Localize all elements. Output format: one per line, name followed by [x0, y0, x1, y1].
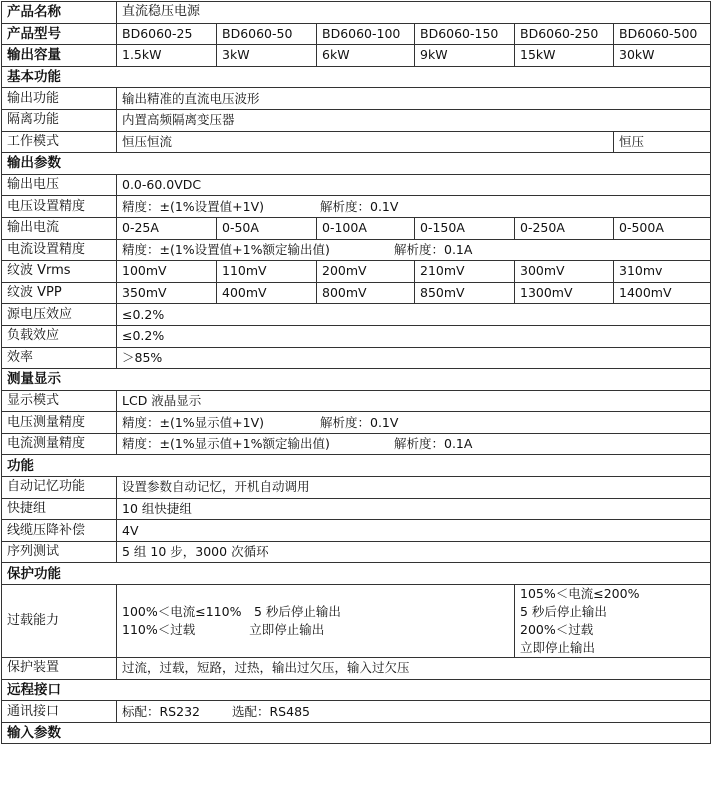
label-load-effect: 负载效应	[2, 325, 117, 347]
label-product-model: 产品型号	[2, 23, 117, 45]
accuracy-text: 精度：±(1%设置值+1%额定输出值)	[122, 241, 330, 257]
model-cell: BD6060-25	[117, 23, 217, 45]
current-cell: 0-500A	[614, 217, 711, 239]
resolution-text: 解析度：0.1A	[394, 241, 473, 257]
current-cell: 0-100A	[317, 217, 415, 239]
section-heading-basic: 基本功能	[2, 66, 711, 88]
value-isolation: 内置高频隔离变压器	[117, 109, 711, 131]
section-heading-protection: 保护功能	[2, 563, 711, 585]
row-work-mode	[2, 131, 711, 153]
label-output-voltage: 输出电压	[2, 174, 117, 196]
ripple-cell: 1300mV	[515, 282, 614, 304]
row-quick-group	[2, 498, 711, 520]
value-cable-comp: 4V	[117, 520, 711, 542]
section-heading-remote: 远程接口	[2, 679, 711, 701]
row-output-capacity	[2, 45, 711, 67]
value-output-voltage: 0.0-60.0VDC	[117, 174, 711, 196]
label-work-mode: 工作模式	[2, 131, 117, 153]
ripple-cell: 200mV	[317, 261, 415, 283]
capacity-cell: 6kW	[317, 45, 415, 67]
ripple-cell: 310mv	[614, 261, 711, 283]
model-cell: BD6060-150	[415, 23, 515, 45]
overload-line: 立即停止输出	[520, 640, 596, 656]
value-product-name: 直流稳压电源	[117, 2, 711, 24]
label-comm: 通讯接口	[2, 701, 117, 723]
capacity-cell: 30kW	[614, 45, 711, 67]
value-current-setting	[117, 239, 711, 261]
label-voltage-setting: 电压设置精度	[2, 196, 117, 218]
label-cable-comp: 线缆压降补偿	[2, 520, 117, 542]
ripple-cell: 850mV	[415, 282, 515, 304]
row-source-effect	[2, 304, 711, 326]
current-cell: 0-250A	[515, 217, 614, 239]
current-cell: 0-25A	[117, 217, 217, 239]
value-efficiency: ＞85%	[117, 347, 711, 369]
model-cell: BD6060-250	[515, 23, 614, 45]
label-output-function: 输出功能	[2, 88, 117, 110]
value-current-measure	[117, 433, 711, 455]
row-output-voltage	[2, 174, 711, 196]
current-cell: 0-50A	[217, 217, 317, 239]
label-product-name: 产品名称	[2, 2, 117, 24]
section-output-params	[2, 153, 711, 175]
ripple-cell: 210mV	[415, 261, 515, 283]
label-quick-group: 快捷组	[2, 498, 117, 520]
section-remote	[2, 679, 711, 701]
section-heading-measurement: 测量显示	[2, 369, 711, 391]
row-load-effect	[2, 325, 711, 347]
model-cell: BD6060-100	[317, 23, 415, 45]
section-input-params	[2, 722, 711, 744]
capacity-cell: 1.5kW	[117, 45, 217, 67]
section-heading-functions: 功能	[2, 455, 711, 477]
overload-line: 200%＜过载	[520, 622, 594, 638]
label-auto-memory: 自动记忆功能	[2, 477, 117, 499]
ripple-cell: 300mV	[515, 261, 614, 283]
label-current-setting: 电流设置精度	[2, 239, 117, 261]
row-ripple-vpp	[2, 282, 711, 304]
row-sequence	[2, 541, 711, 563]
current-cell: 0-150A	[415, 217, 515, 239]
section-basic	[2, 66, 711, 88]
label-source-effect: 源电压效应	[2, 304, 117, 326]
value-load-effect: ≤0.2%	[117, 325, 711, 347]
section-functions	[2, 455, 711, 477]
value-voltage-setting	[117, 196, 711, 218]
section-protection	[2, 563, 711, 585]
section-heading-input: 输入参数	[2, 722, 711, 744]
ripple-cell: 1400mV	[614, 282, 711, 304]
overload-line: 5 秒后停止输出	[520, 604, 607, 620]
value-overload	[117, 585, 515, 658]
label-output-capacity: 输出容量	[2, 45, 117, 67]
label-display-mode: 显示模式	[2, 390, 117, 412]
row-cable-comp	[2, 520, 711, 542]
row-voltage-measure	[2, 412, 711, 434]
capacity-cell: 3kW	[217, 45, 317, 67]
section-heading-output: 输出参数	[2, 153, 711, 175]
comm-optional: 选配：RS485	[232, 703, 310, 719]
accuracy-text: 精度：±(1%设置值+1V)	[122, 198, 265, 214]
label-isolation: 隔离功能	[2, 109, 117, 131]
value-comm	[117, 701, 711, 723]
row-protection-devices	[2, 658, 711, 680]
resolution-text: 解析度：0.1A	[394, 436, 473, 452]
value-quick-group: 10 组快捷组	[117, 498, 711, 520]
resolution-text: 解析度：0.1V	[320, 414, 399, 430]
row-isolation	[2, 109, 711, 131]
comm-standard: 标配：RS232	[122, 703, 200, 719]
capacity-cell: 15kW	[515, 45, 614, 67]
label-sequence: 序列测试	[2, 541, 117, 563]
row-output-function	[2, 88, 711, 110]
label-overload: 过载能力	[2, 585, 117, 658]
ripple-cell: 100mV	[117, 261, 217, 283]
model-cell: BD6060-50	[217, 23, 317, 45]
row-output-current	[2, 217, 711, 239]
value-display-mode: LCD 液晶显示	[117, 390, 711, 412]
overload-line: 110%＜过载 立即停止输出	[122, 622, 325, 638]
row-efficiency	[2, 347, 711, 369]
resolution-text: 解析度：0.1V	[320, 198, 399, 214]
label-protection-devices: 保护装置	[2, 658, 117, 680]
row-voltage-setting	[2, 196, 711, 218]
value-voltage-measure	[117, 412, 711, 434]
value-work-mode-last: 恒压	[614, 131, 711, 153]
label-current-measure: 电流测量精度	[2, 433, 117, 455]
ripple-cell: 350mV	[117, 282, 217, 304]
row-ripple-vrms	[2, 261, 711, 283]
overload-line: 105%＜电流≤200%	[520, 586, 640, 602]
accuracy-text: 精度：±(1%显示值+1V)	[122, 414, 265, 430]
section-measurement	[2, 369, 711, 391]
label-efficiency: 效率	[2, 347, 117, 369]
label-ripple-vrms: 纹波 Vrms	[2, 261, 117, 283]
label-ripple-vpp: 纹波 VPP	[2, 282, 117, 304]
value-output-function: 输出精准的直流电压波形	[117, 88, 711, 110]
value-source-effect: ≤0.2%	[117, 304, 711, 326]
value-overload-last	[515, 585, 711, 658]
ripple-cell: 110mV	[217, 261, 317, 283]
row-current-measure	[2, 433, 711, 455]
row-auto-memory	[2, 477, 711, 499]
row-overload	[2, 585, 711, 658]
row-product-name	[2, 2, 711, 24]
label-voltage-measure: 电压测量精度	[2, 412, 117, 434]
model-cell: BD6060-500	[614, 23, 711, 45]
value-work-mode: 恒压恒流	[117, 131, 614, 153]
ripple-cell: 400mV	[217, 282, 317, 304]
spec-table	[1, 1, 711, 744]
ripple-cell: 800mV	[317, 282, 415, 304]
value-auto-memory: 设置参数自动记忆，开机自动调用	[117, 477, 711, 499]
value-protection-devices: 过流，过载，短路，过热，输出过欠压，输入过欠压	[117, 658, 711, 680]
value-sequence: 5 组 10 步，3000 次循环	[117, 541, 711, 563]
overload-line: 100%＜电流≤110% 5 秒后停止输出	[122, 604, 341, 620]
row-product-model	[2, 23, 711, 45]
row-display-mode	[2, 390, 711, 412]
row-current-setting	[2, 239, 711, 261]
row-comm	[2, 701, 711, 723]
capacity-cell: 9kW	[415, 45, 515, 67]
label-output-current: 输出电流	[2, 217, 117, 239]
accuracy-text: 精度：±(1%显示值+1%额定输出值)	[122, 436, 330, 452]
